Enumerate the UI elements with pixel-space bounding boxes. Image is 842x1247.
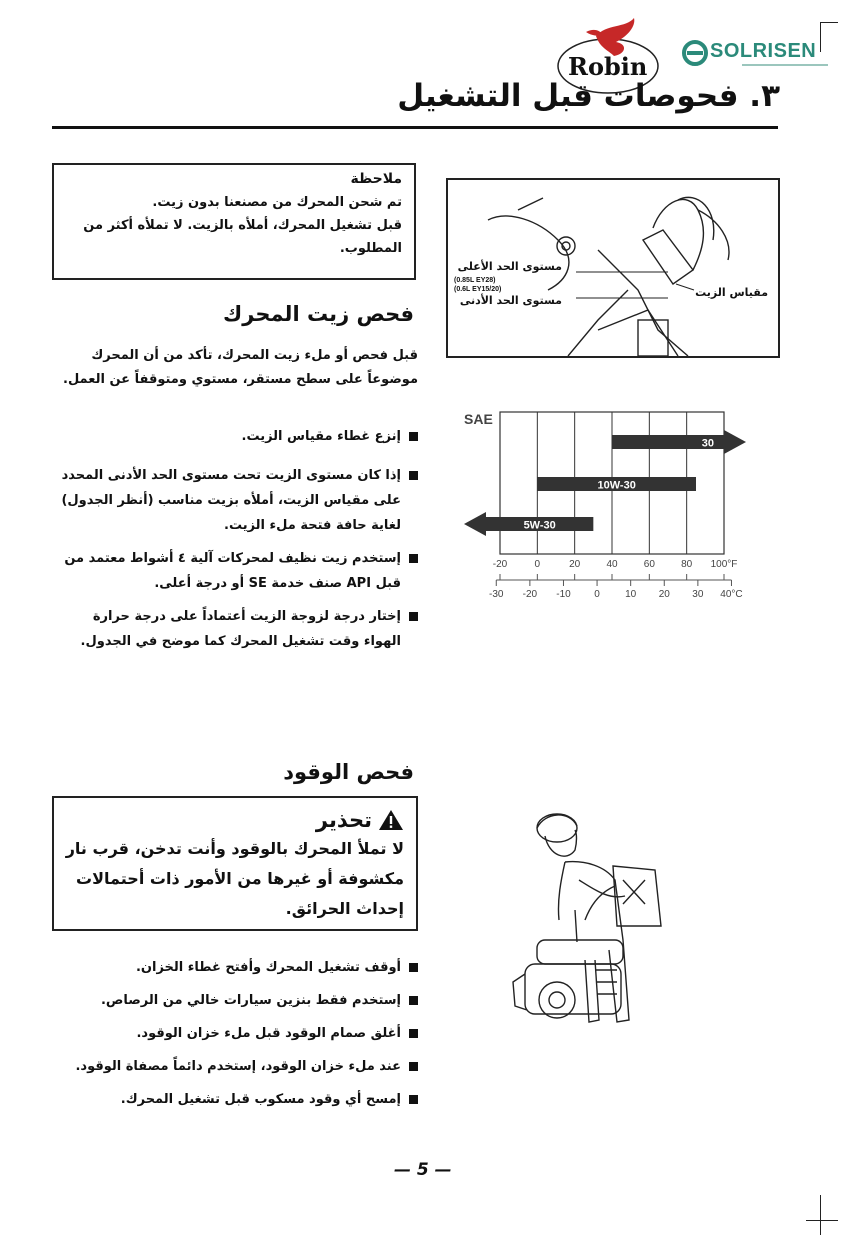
tick-label-c: -30 [489, 589, 504, 600]
dipstick-spec-2: (0.6L EY15/20) [454, 286, 502, 293]
oil-intro: قبل فحص أو ملء زيت المحرك، تأكد من أن المحرك موضوعاً على سطح مستقر، مستوي ومتوقفاً عن العمل. [63, 348, 418, 387]
person-refueling-engine-icon [505, 800, 685, 1050]
dipstick-gauge-label: مقياس الزيت [695, 286, 768, 299]
warning-box [52, 796, 418, 931]
bullet-icon [409, 432, 418, 441]
tick-label-c: 30 [692, 589, 704, 600]
list-item: أوقف تشغيل المحرك وأفتح غطاء الخزان. [52, 955, 418, 980]
fuel-bullets [52, 955, 418, 1112]
tick-label-c: -20 [522, 589, 538, 600]
oil-bullets [52, 424, 418, 654]
page-number: — 5 — [394, 1160, 452, 1180]
bar-label: 10W-30 [597, 479, 636, 492]
list-item: عند ملء خزان الوقود، إستخدم دائماً مصفاة الوقود. [52, 1054, 418, 1079]
dipstick-upper-label: مستوى الحد الأعلى [457, 260, 562, 273]
crop-mark [820, 1195, 821, 1235]
solrisen-logo [682, 38, 832, 74]
sae-chart-svg [462, 404, 782, 604]
bullet-icon [409, 1095, 418, 1104]
solrisen-tagline-line [742, 64, 828, 66]
bullet-icon [409, 612, 418, 621]
tick-label-f: 0 [534, 559, 541, 570]
tick-label-c: 20 [658, 589, 670, 600]
note-line-2: قبل تشغيل المحرك، أملأه بالزيت. لا تملأه أكثر من المطلوب. [83, 218, 402, 256]
robin-logo-text: Robin [568, 52, 648, 81]
tick-label-f: 60 [643, 559, 655, 570]
note-line-1: تم شحن المحرك من مصنعنا بدون زيت. [152, 195, 402, 210]
bar-10W-30 [537, 477, 696, 492]
bullet-icon [409, 963, 418, 972]
list-item: إنزع غطاء مقياس الزيت. [52, 424, 418, 449]
tick-label-f: 20 [569, 559, 581, 570]
tick-label-c: -10 [556, 589, 571, 600]
crop-mark [820, 22, 838, 23]
tick-label-f: 40 [606, 559, 618, 570]
sae-chart [462, 404, 782, 604]
bar-arrow-left-icon [464, 512, 486, 536]
bullet-icon [409, 554, 418, 563]
list-item: إستخدم فقط بنزين سيارات خالي من الرصاص. [52, 988, 418, 1013]
solrisen-logo-text: SOLRISEN [710, 40, 817, 62]
list-item: أغلق صمام الوقود قبل ملء خزان الوقود. [52, 1021, 418, 1046]
bar-arrow-right-icon [724, 430, 746, 454]
tick-label-c: 40°C [720, 589, 743, 600]
bar-label: 5W-30 [523, 519, 556, 532]
bullet-icon [409, 1062, 418, 1071]
bullet-icon [409, 996, 418, 1005]
chart-title: SAE [464, 411, 493, 427]
title-rule [52, 126, 778, 129]
tick-label-c: 0 [594, 589, 600, 600]
solrisen-mark-icon [682, 40, 708, 66]
warning-heading [64, 808, 404, 832]
bar-30 [612, 430, 746, 454]
oil-section-heading: فحص زيت المحرك [223, 302, 414, 326]
tick-label-f: 100°F [710, 559, 738, 570]
warning-triangle-icon [378, 809, 404, 831]
dipstick-spec-1: (0.85L EY28) [454, 277, 496, 284]
list-item: إستخدم زيت نظيف لمحركات آلية ٤ أشواط معتمد من قبل API صنف خدمة SE أو درجة أعلى. [52, 546, 418, 596]
note-heading: ملاحظة [350, 171, 402, 187]
warning-title: تحذير [315, 808, 372, 832]
crop-mark [806, 1220, 838, 1221]
fuel-section-heading: فحص الوقود [283, 760, 414, 784]
bullet-icon [409, 471, 418, 480]
dipstick-lower-label: مستوى الحد الأدنى [459, 294, 562, 307]
bullet-icon [409, 1029, 418, 1038]
tick-label-c: 10 [625, 589, 637, 600]
list-item: إمسح أي وقود مسكوب قبل تشغيل المحرك. [52, 1087, 418, 1112]
warning-text: لا تملأ المحرك بالوقود وأنت تدخن، قرب نار مكشوفة أو غيرها من الأمور ذات أحتمالات إحداث الحرائق. [65, 839, 404, 918]
note-box [52, 163, 416, 280]
tick-label-f: 80 [681, 559, 693, 570]
page-title: ٣. فحوصات قبل التشغيل [397, 78, 780, 114]
bar-5W-30 [464, 512, 593, 536]
list-item: إذا كان مستوى الزيت تحت مستوى الحد الأدنى المحدد على مقياس الزيت، أملأه بزيت مناسب (أنظر الجدول) لغاية حافة فتحة ملء الزيت. [52, 463, 418, 538]
dipstick-figure [446, 178, 780, 358]
tick-label-f: -20 [492, 559, 508, 570]
bar-label: 30 [701, 437, 714, 450]
refueling-illustration [505, 800, 685, 1050]
list-item: إختار درجة لزوجة الزيت أعتماداً على درجة حرارة الهواء وقت تشغيل المحرك كما موضح في الجدول. [52, 604, 418, 654]
